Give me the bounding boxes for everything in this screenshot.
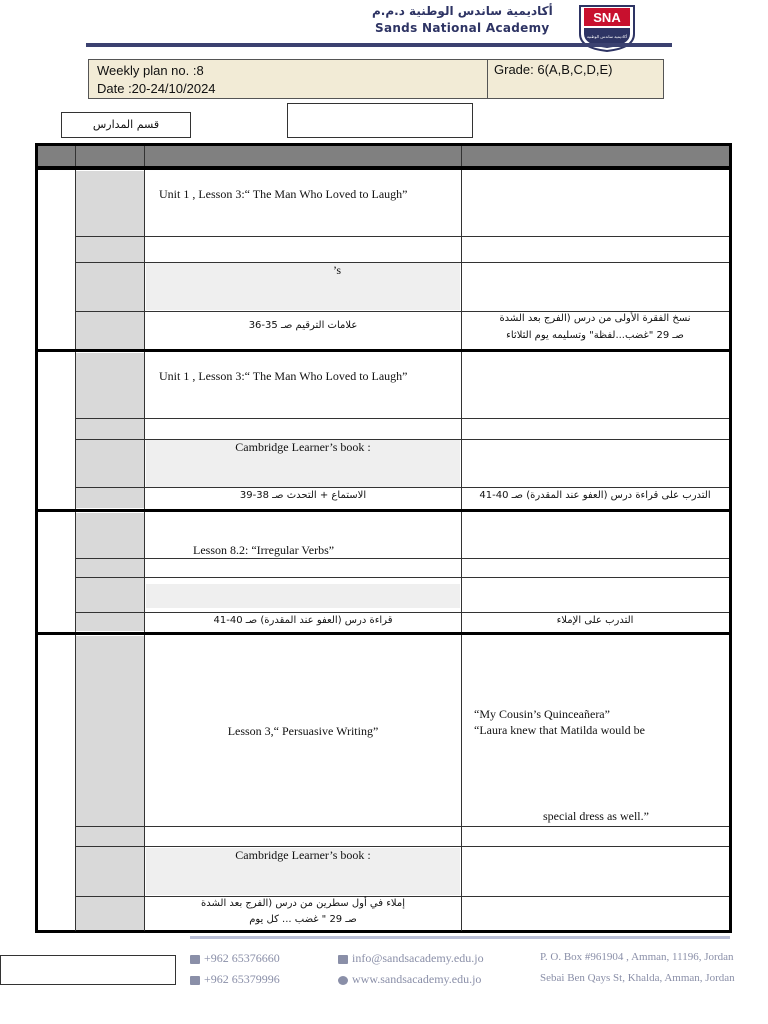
info-divider [487,60,488,98]
row-line [75,558,729,559]
row-line [75,577,729,578]
reading-quote-line: “Laura knew that Matilda would be [474,723,645,737]
arabic-lesson-3: قراءة درس (العفو عند المقدرة) صـ 40-41 [213,615,393,626]
logo-subtext: أكاديمية ساندس الوطنية [586,34,628,39]
grade-label: Grade: 6(A,B,C,D,E) [494,62,613,77]
footer-email [338,951,484,966]
plan-date: Date :20-24/10/2024 [97,81,216,96]
mail-icon [338,955,348,964]
logo-text: SNA [593,10,621,25]
footer-phone-2 [190,972,280,987]
grey-cell-r1 [146,263,460,310]
row-line [75,487,729,488]
col-line-3 [461,146,462,931]
lesson-title-4: Lesson 3,“ Persuasive Writing” [227,724,379,738]
grey-column-section-2 [76,353,144,508]
email-text[interactable]: info@sandsacademy.edu.jo [352,951,484,965]
section-sep-2 [38,509,729,512]
lesson-title-3: Lesson 8.2: “Irregular Verbs” [193,543,335,557]
row-line [75,236,729,237]
phone-icon [190,955,200,964]
col-line-1 [75,146,76,931]
possessive-fragment: ’s [333,263,342,277]
brand-english-name: Sands National Academy [375,21,550,35]
row-line [75,311,729,312]
arabic-homework-1b: صـ 29 "غضب...لفظة" وتسليمه يوم الثلاثاء [506,330,684,341]
footer-phone-1 [190,951,280,966]
grey-column-section-3 [76,513,144,631]
section-sep-0 [38,166,729,170]
grey-column-header [76,146,144,166]
website-text[interactable]: www.sandsacademy.edu.jo [352,972,482,986]
grey-column-section-1 [76,171,144,349]
weekly-plan-number: Weekly plan no. :8 [97,63,204,78]
row-line [75,612,729,613]
reading-quote-title: “My Cousin’s Quinceañera” [474,707,610,721]
brand-arabic-name: أكاديمية ساندس الوطنية د.م.م [372,4,553,18]
arabic-dictation-1: إملاء في أول سطرين من درس (الفرج بعد الشدة [200,898,406,909]
fax-icon [190,976,200,985]
row-line [75,846,729,847]
arabic-homework-2: التدرب على قراءة درس (العفو عند المقدرة) صـ 40-41 [479,490,711,501]
cambridge-book-4: Cambridge Learner’s book : [235,848,371,862]
lesson-title-2: Unit 1 , Lesson 3:“ The Man Who Loved to Laugh” [159,369,408,383]
row-line [75,262,729,263]
col-line-2 [144,146,145,931]
section-sep-1 [38,349,729,352]
arabic-homework-1a: نسخ الفقرة الأولى من درس (الفرج بعد الشدة [499,313,691,324]
footer-website [338,972,481,987]
row-line [75,826,729,827]
footer-blank-box [0,955,176,985]
arabic-homework-3: التدرب على الإملاء [556,615,634,626]
globe-icon [338,976,348,985]
lesson-title-1: Unit 1 , Lesson 3:“ The Man Who Loved to Laugh” [159,187,408,201]
grey-cell-r3 [146,584,460,608]
footer-address-1: P. O. Box #961904 , Amman, 11196, Jordan [540,951,734,963]
footer-rule [190,936,730,939]
row-line [75,896,729,897]
arabic-dictation-2: صـ 29 " غضب ... كل يوم [249,914,357,925]
phone-number-2: +962 65379996 [204,972,280,986]
section-sep-3 [38,632,729,635]
arabic-lesson-1: علامات الترقيم صـ 35-36 [248,320,358,331]
grey-column-section-4 [76,636,144,930]
reading-quote-end: special dress as well.” [543,809,649,823]
header-rule [86,43,672,47]
row-line [75,418,729,419]
cambridge-book-2: Cambridge Learner’s book : [235,440,371,454]
blank-field-box [287,103,473,138]
plan-info-box [88,59,664,99]
department-label: قسم المدارس [61,112,191,138]
footer-address-2: Sebai Ben Qays St, Khalda, Amman, Jordan [540,972,735,984]
arabic-lesson-2: الاستماع + التحدث صـ 38-39 [239,490,367,501]
phone-number-1: +962 65376660 [204,951,280,965]
